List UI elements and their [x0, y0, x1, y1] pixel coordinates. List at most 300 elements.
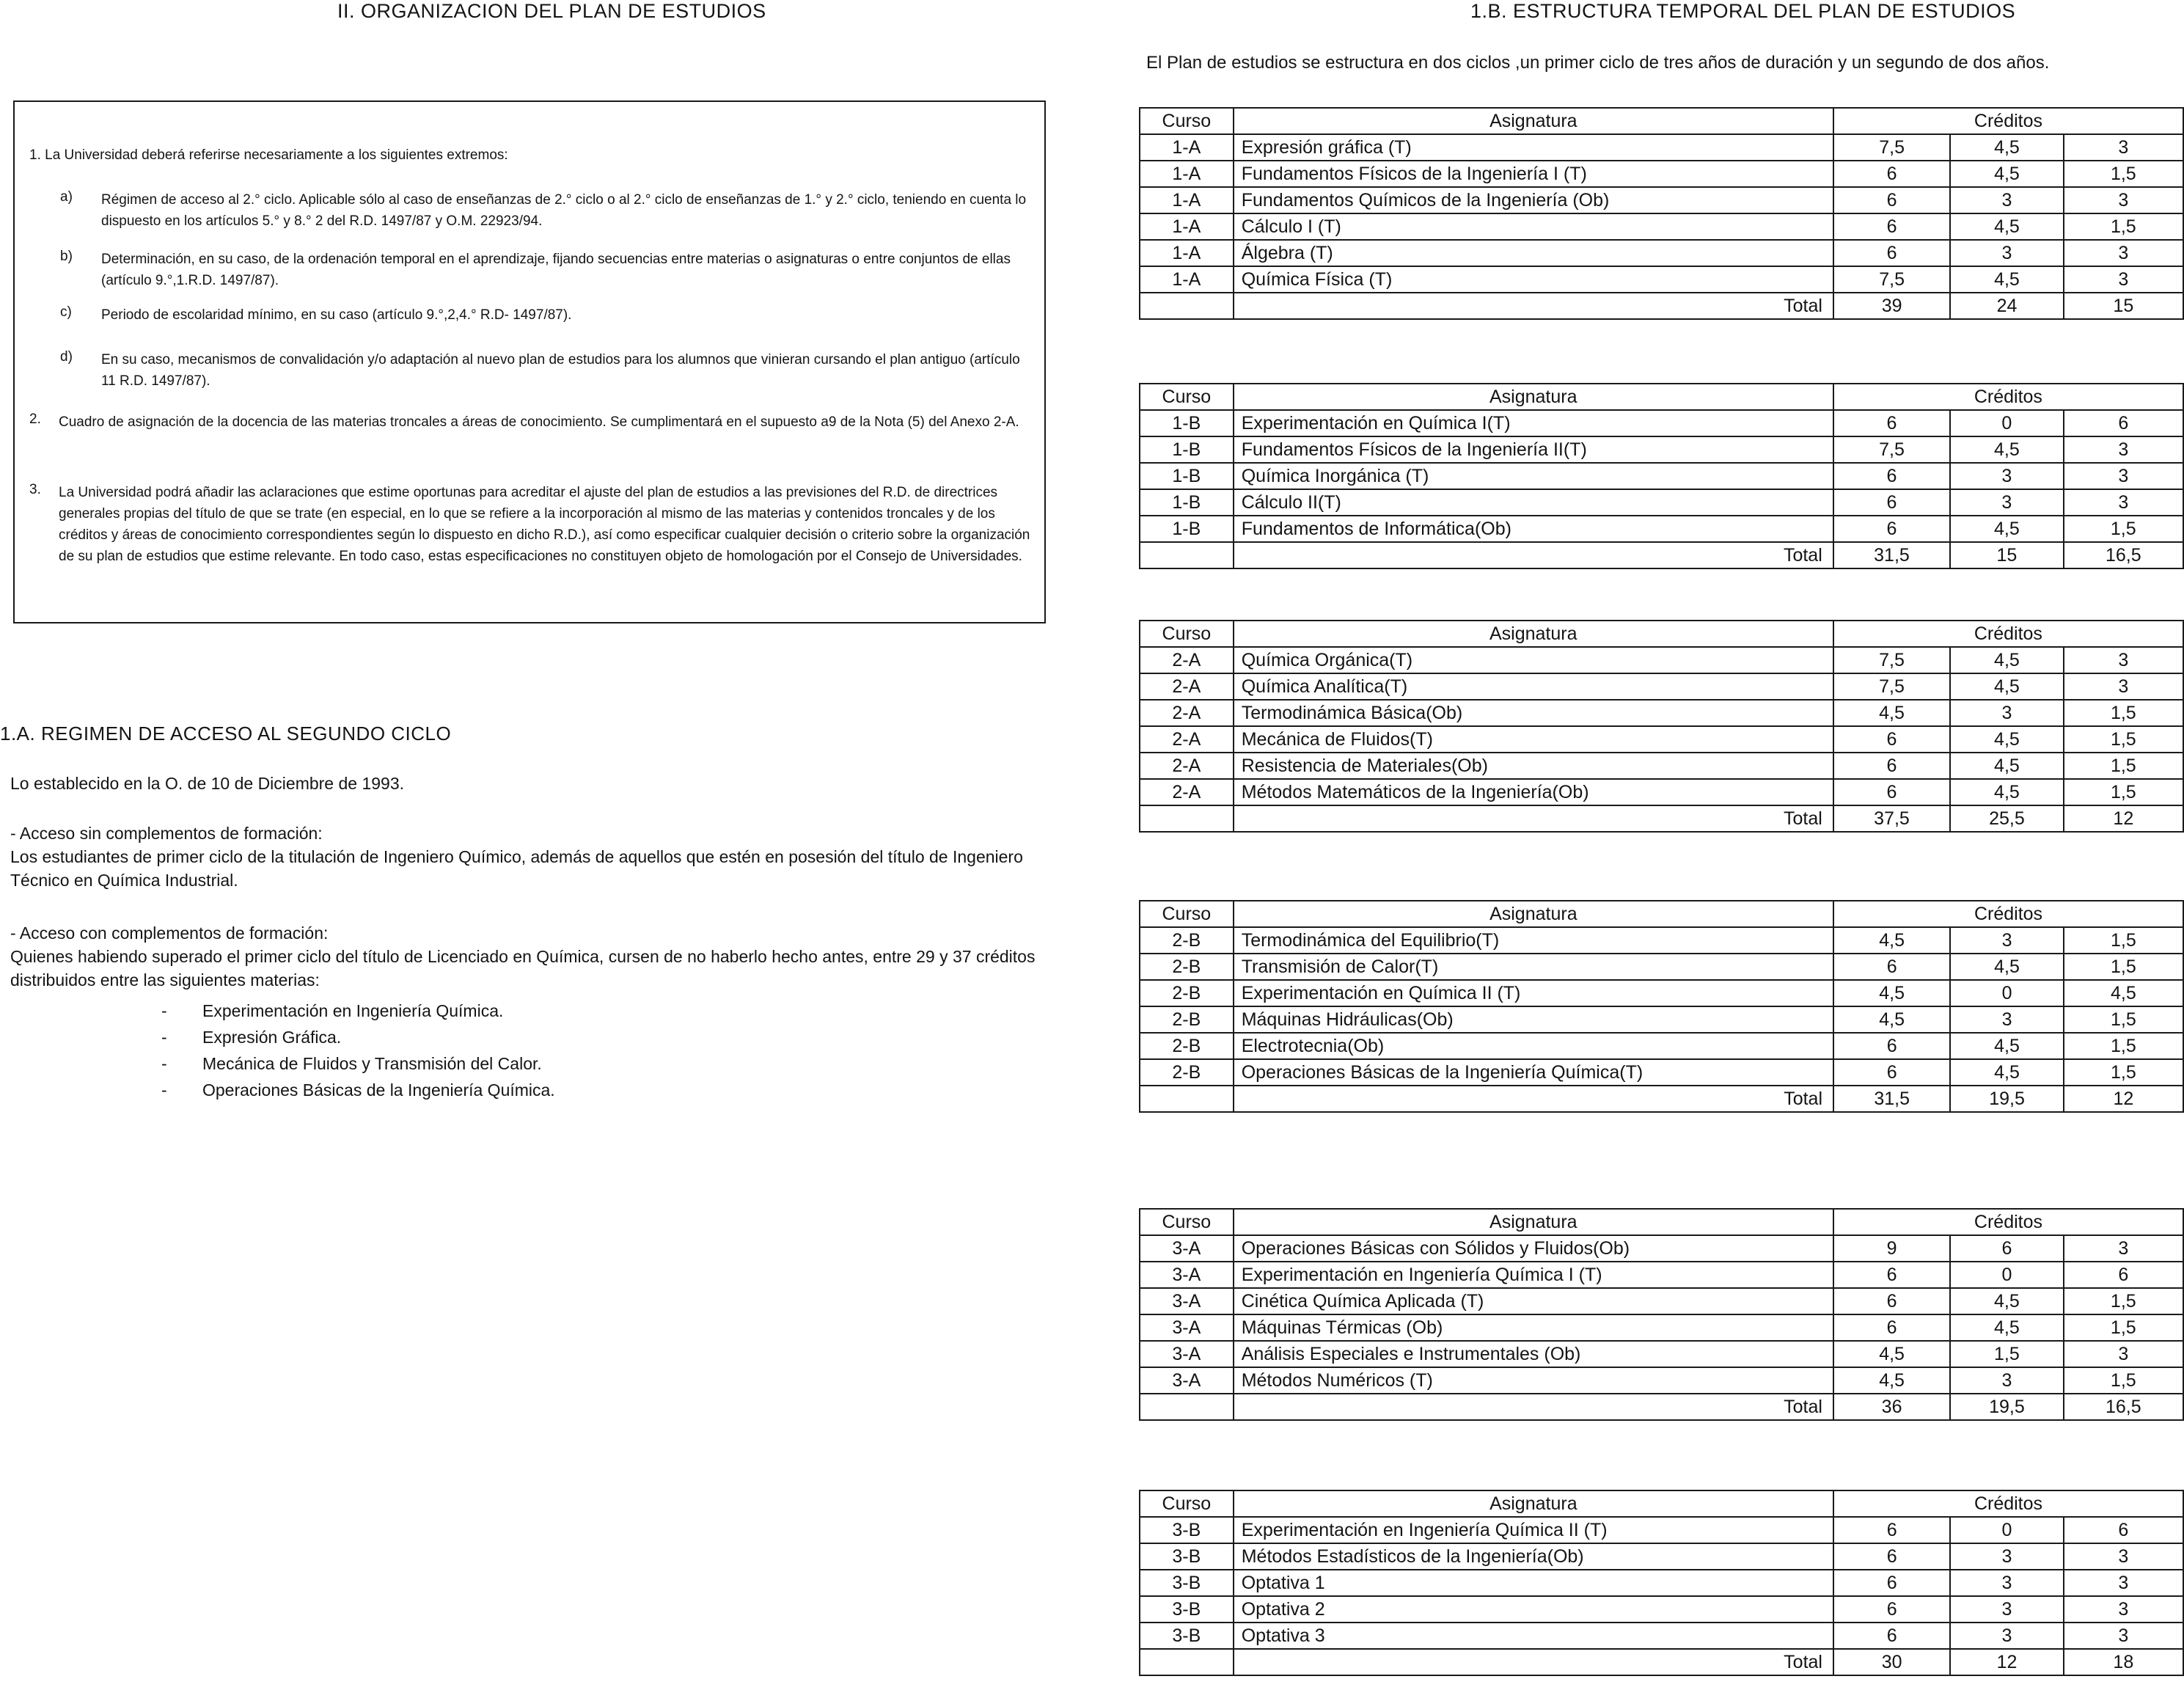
cell-creditos-practicos: 3 [2064, 1235, 2183, 1262]
table-row [1140, 161, 2183, 187]
table-row [1140, 1288, 2183, 1314]
instruction-a-label: a) [60, 189, 73, 205]
cell-curso: 1-B [1140, 489, 1234, 516]
cell-asignatura: Fundamentos Físicos de la Ingeniería II(T) [1234, 436, 1833, 463]
cell-creditos-practicos: 1,5 [2064, 1059, 2183, 1086]
table-row [1140, 726, 2183, 753]
cell-asignatura: Álgebra (T) [1234, 240, 1833, 266]
instruction-b: Determinación, en su caso, de la ordenación temporal en el aprendizaje, fijando secuencias entre materias o asignaturas o entre conjuntos de ellas (artículo 9.°,1.R.D. 1497/87). [101, 252, 1011, 288]
cell-asignatura: Métodos Estadísticos de la Ingeniería(Ob) [1234, 1543, 1833, 1570]
cell-creditos-total: 4,5 [1833, 700, 1950, 726]
cell-asignatura: Expresión gráfica (T) [1234, 134, 1833, 161]
cell-creditos-practicos: 1,5 [2064, 700, 2183, 726]
cell-creditos-total: 9 [1833, 1235, 1950, 1262]
total-label: Total [1234, 1649, 1833, 1675]
table-row [1140, 700, 2183, 726]
instruction-c: Periodo de escolaridad mínimo, en su caso (artículo 9.°,2,4.° R.D- 1497/87). [101, 307, 572, 323]
cell-creditos-teoricos: 4,5 [1950, 779, 2063, 805]
header-creditos: Créditos [1833, 108, 2183, 134]
table-total-row [1140, 1394, 2183, 1420]
table-row [1140, 954, 2183, 980]
table-row [1140, 1596, 2183, 1623]
table-total-row [1140, 293, 2183, 319]
header-curso: Curso [1140, 901, 1234, 927]
cell-creditos-teoricos: 3 [1950, 187, 2063, 213]
cell-creditos-total: 6 [1833, 187, 1950, 213]
cell-creditos-practicos: 6 [2064, 410, 2183, 436]
table-header-row [1140, 901, 2183, 927]
table-row [1140, 463, 2183, 489]
table-row [1140, 980, 2183, 1006]
cell-creditos-teoricos: 4,5 [1950, 266, 2063, 293]
cell-asignatura: Operaciones Básicas de la Ingeniería Química(T) [1234, 1059, 1833, 1086]
cell-creditos-total: 4,5 [1833, 1341, 1950, 1367]
cell-asignatura: Optativa 2 [1234, 1596, 1833, 1623]
cell-creditos-total: 6 [1833, 213, 1950, 240]
cell-creditos-practicos: 3 [2064, 134, 2183, 161]
course-table-3-b [1139, 1490, 2184, 1676]
cell-creditos-teoricos: 4,5 [1950, 161, 2063, 187]
cell-asignatura: Cálculo II(T) [1234, 489, 1833, 516]
header-curso: Curso [1140, 384, 1234, 410]
cell-creditos-teoricos: 4,5 [1950, 753, 2063, 779]
total-creditos: 31,5 [1833, 1086, 1950, 1112]
table-row [1140, 753, 2183, 779]
header-creditos: Créditos [1833, 384, 2183, 410]
cell-asignatura: Optativa 3 [1234, 1623, 1833, 1649]
cell-curso: 1-A [1140, 266, 1234, 293]
table-row [1140, 187, 2183, 213]
cell-creditos-total: 6 [1833, 463, 1950, 489]
cell-creditos-practicos: 6 [2064, 1262, 2183, 1288]
cell-curso: 3-A [1140, 1314, 1234, 1341]
cell-creditos-practicos: 3 [2064, 1341, 2183, 1367]
cell-creditos-practicos: 4,5 [2064, 980, 2183, 1006]
cell-creditos-teoricos: 3 [1950, 240, 2063, 266]
cell-creditos-teoricos: 4,5 [1950, 134, 2063, 161]
cell-asignatura: Optativa 1 [1234, 1570, 1833, 1596]
table-row [1140, 1314, 2183, 1341]
cell-creditos-teoricos: 4,5 [1950, 516, 2063, 542]
cell-creditos-total: 4,5 [1833, 927, 1950, 954]
cell-curso: 2-A [1140, 726, 1234, 753]
header-asignatura: Asignatura [1234, 1209, 1833, 1235]
table-total-row [1140, 1649, 2183, 1675]
cell-creditos-practicos: 1,5 [2064, 516, 2183, 542]
total-practicos: 16,5 [2064, 542, 2183, 568]
total-practicos: 16,5 [2064, 1394, 2183, 1420]
course-table-1-b [1139, 383, 2184, 569]
cell-curso: 1-A [1140, 213, 1234, 240]
table-row [1140, 240, 2183, 266]
cell-curso: 2-A [1140, 673, 1234, 700]
cell-creditos-teoricos: 3 [1950, 1596, 2063, 1623]
access-without-heading: - Acceso sin complementos de formación: [10, 824, 323, 843]
cell-asignatura: Experimentación en Química I(T) [1234, 410, 1833, 436]
header-asignatura: Asignatura [1234, 1490, 1833, 1517]
cell-creditos-total: 6 [1833, 1033, 1950, 1059]
cell-creditos-total: 7,5 [1833, 134, 1950, 161]
cell-creditos-total: 7,5 [1833, 647, 1950, 673]
cell-creditos-practicos: 1,5 [2064, 726, 2183, 753]
cell-creditos-teoricos: 3 [1950, 700, 2063, 726]
cell-curso: 2-A [1140, 753, 1234, 779]
cell-curso: 1-B [1140, 410, 1234, 436]
course-table-3-a [1139, 1208, 2184, 1421]
table-row [1140, 1059, 2183, 1086]
header-creditos: Créditos [1833, 621, 2183, 647]
cell-creditos-practicos: 1,5 [2064, 1288, 2183, 1314]
cell-creditos-total: 6 [1833, 489, 1950, 516]
cell-asignatura: Máquinas Hidráulicas(Ob) [1234, 1006, 1833, 1033]
cell-creditos-teoricos: 6 [1950, 1235, 2063, 1262]
cell-asignatura: Máquinas Térmicas (Ob) [1234, 1314, 1833, 1341]
cell-asignatura: Química Analítica(T) [1234, 673, 1833, 700]
total-creditos: 36 [1833, 1394, 1950, 1420]
cell-creditos-practicos: 1,5 [2064, 1367, 2183, 1394]
cell-creditos-teoricos: 3 [1950, 463, 2063, 489]
cell-empty [1140, 1649, 1234, 1675]
table-header-row [1140, 108, 2183, 134]
total-label: Total [1234, 542, 1833, 568]
cell-curso: 2-B [1140, 1006, 1234, 1033]
cell-creditos-practicos: 1,5 [2064, 927, 2183, 954]
header-curso: Curso [1140, 621, 1234, 647]
total-teoricos: 24 [1950, 293, 2063, 319]
table-row [1140, 779, 2183, 805]
cell-creditos-practicos: 3 [2064, 187, 2183, 213]
cell-curso: 2-A [1140, 700, 1234, 726]
cell-creditos-practicos: 1,5 [2064, 954, 2183, 980]
table-total-row [1140, 805, 2183, 832]
cell-asignatura: Química Orgánica(T) [1234, 647, 1833, 673]
cell-curso: 3-B [1140, 1596, 1234, 1623]
cell-asignatura: Fundamentos Físicos de la Ingeniería I (T) [1234, 161, 1833, 187]
cell-creditos-teoricos: 3 [1950, 1006, 2063, 1033]
total-practicos: 15 [2064, 293, 2183, 319]
cell-curso: 1-A [1140, 134, 1234, 161]
cell-asignatura: Fundamentos Químicos de la Ingeniería (Ob) [1234, 187, 1833, 213]
table-row [1140, 1006, 2183, 1033]
total-practicos: 18 [2064, 1649, 2183, 1675]
cell-creditos-total: 6 [1833, 240, 1950, 266]
cell-creditos-teoricos: 3 [1950, 1570, 2063, 1596]
cell-creditos-total: 7,5 [1833, 266, 1950, 293]
cell-empty [1140, 1086, 1234, 1112]
list-item: - Operaciones Básicas de la Ingeniería Química. [161, 1080, 555, 1100]
cell-creditos-total: 6 [1833, 1288, 1950, 1314]
cell-curso: 2-B [1140, 1033, 1234, 1059]
header-creditos: Créditos [1833, 1209, 2183, 1235]
table-row [1140, 1543, 2183, 1570]
cell-creditos-total: 7,5 [1833, 673, 1950, 700]
access-with-line-2: distribuidos entre las siguientes materias: [10, 970, 320, 990]
cell-creditos-total: 6 [1833, 161, 1950, 187]
instruction-2-label: 2. [29, 411, 41, 427]
cell-creditos-teoricos: 4,5 [1950, 213, 2063, 240]
header-curso: Curso [1140, 1209, 1234, 1235]
cell-creditos-teoricos: 3 [1950, 489, 2063, 516]
cell-empty [1140, 293, 1234, 319]
cell-creditos-total: 6 [1833, 753, 1950, 779]
cell-curso: 3-A [1140, 1235, 1234, 1262]
table-row [1140, 213, 2183, 240]
cell-creditos-teoricos: 4,5 [1950, 954, 2063, 980]
cell-asignatura: Experimentación en Ingeniería Química I (T) [1234, 1262, 1833, 1288]
cell-creditos-total: 6 [1833, 1314, 1950, 1341]
instruction-3: La Universidad podrá añadir las aclaraciones que estime oportunas para acreditar el ajuste del plan de estudios a las previsiones del R.D. de directrices generales propias del título de que se trate (en especial, en lo que se refiere a la incorporación al mismo de las materias y contenidos troncales y de los créditos y áreas de conocimiento correspondientes según lo dispuesto en dicho R.D.), así como especificar cualquier decisión o criterio sobre la organización de su plan de estudios que estime relevante. En todo caso, estas especificaciones no constituyen objeto de homologación por el Consejo de Universidades. [59, 485, 1030, 564]
access-without-line-2: Técnico en Química Industrial. [10, 871, 238, 890]
cell-curso: 3-A [1140, 1341, 1234, 1367]
header-creditos: Créditos [1833, 901, 2183, 927]
cell-creditos-total: 6 [1833, 1623, 1950, 1649]
course-table-2-b [1139, 900, 2184, 1113]
instruction-1: 1. La Universidad deberá referirse necesariamente a los siguientes extremos: [29, 147, 508, 163]
cell-creditos-practicos: 1,5 [2064, 779, 2183, 805]
total-label: Total [1234, 1394, 1833, 1420]
cell-curso: 3-B [1140, 1570, 1234, 1596]
cell-asignatura: Experimentación en Química II (T) [1234, 980, 1833, 1006]
cell-asignatura: Química Inorgánica (T) [1234, 463, 1833, 489]
cell-asignatura: Análisis Especiales e Instrumentales (Ob) [1234, 1341, 1833, 1367]
table-row [1140, 1235, 2183, 1262]
access-without-line-1: Los estudiantes de primer ciclo de la titulación de Ingeniero Químico, además de aquellos que estén en posesión del título de Ingeniero [10, 847, 1023, 866]
cell-asignatura: Termodinámica del Equilibrio(T) [1234, 927, 1833, 954]
cell-asignatura: Resistencia de Materiales(Ob) [1234, 753, 1833, 779]
table-row [1140, 927, 2183, 954]
cell-curso: 1-A [1140, 240, 1234, 266]
cell-creditos-teoricos: 4,5 [1950, 1059, 2063, 1086]
total-teoricos: 15 [1950, 542, 2063, 568]
table-row [1140, 1570, 2183, 1596]
table-row [1140, 436, 2183, 463]
header-asignatura: Asignatura [1234, 621, 1833, 647]
cell-creditos-teoricos: 0 [1950, 1517, 2063, 1543]
cell-creditos-teoricos: 3 [1950, 1367, 2063, 1394]
cell-creditos-practicos: 1,5 [2064, 1314, 2183, 1341]
table-header-row [1140, 621, 2183, 647]
instruction-3-label: 3. [29, 482, 41, 497]
cell-creditos-total: 6 [1833, 1059, 1950, 1086]
course-table-2-a [1139, 620, 2184, 833]
total-label: Total [1234, 1086, 1833, 1112]
cell-curso: 2-B [1140, 954, 1234, 980]
cell-creditos-total: 6 [1833, 954, 1950, 980]
cell-asignatura: Métodos Numéricos (T) [1234, 1367, 1833, 1394]
cell-creditos-total: 6 [1833, 726, 1950, 753]
total-teoricos: 19,5 [1950, 1086, 2063, 1112]
list-item: - Experimentación en Ingeniería Química. [161, 1001, 504, 1020]
instruction-d: En su caso, mecanismos de convalidación y/o adaptación al nuevo plan de estudios para los alumnos que vinieran cursando el plan antiguo (artículo 11 R.D. 1497/87). [101, 352, 1020, 389]
established-text: Lo establecido en la O. de 10 de Diciembre de 1993. [10, 774, 405, 793]
page-title-organizacion: II. ORGANIZACION DEL PLAN DE ESTUDIOS [337, 0, 766, 22]
header-curso: Curso [1140, 1490, 1234, 1517]
instruction-d-label: d) [60, 349, 73, 365]
table-row [1140, 1517, 2183, 1543]
total-creditos: 31,5 [1833, 542, 1950, 568]
cell-empty [1140, 805, 1234, 832]
cell-asignatura: Experimentación en Ingeniería Química II (T) [1234, 1517, 1833, 1543]
section-title-regimen: 1.A. REGIMEN DE ACCESO AL SEGUNDO CICLO [0, 723, 452, 745]
cell-creditos-total: 4,5 [1833, 980, 1950, 1006]
cell-creditos-practicos: 3 [2064, 463, 2183, 489]
cell-creditos-practicos: 3 [2064, 1623, 2183, 1649]
cell-creditos-practicos: 6 [2064, 1517, 2183, 1543]
cell-creditos-teoricos: 0 [1950, 1262, 2063, 1288]
total-teoricos: 19,5 [1950, 1394, 2063, 1420]
instruction-a: Régimen de acceso al 2.° ciclo. Aplicable sólo al caso de enseñanzas de 2.° ciclo o al 2.° ciclo de enseñanzas de 1.° y 2.° ciclo, teniendo en cuenta lo dispuesto en los artículos 5.° y 8.° 2 del R.D. 1497/87 y O.M. 22923/94. [101, 192, 1027, 229]
complement-subjects-list [161, 998, 555, 1103]
table-header-row [1140, 1490, 2183, 1517]
cell-creditos-practicos: 3 [2064, 647, 2183, 673]
cell-creditos-teoricos: 4,5 [1950, 436, 2063, 463]
cell-creditos-total: 4,5 [1833, 1006, 1950, 1033]
cell-empty [1140, 1394, 1234, 1420]
table-row [1140, 410, 2183, 436]
total-label: Total [1234, 805, 1833, 832]
access-with-line-1: Quienes habiendo superado el primer ciclo del título de Licenciado en Química, cursen de no haberlo hecho antes, entre 29 y 37 créditos [10, 947, 1036, 966]
instruction-2: Cuadro de asignación de la docencia de las materias troncales a áreas de conocimiento. Se cumplimentará en el supuesto a9 de la Nota (5) del Anexo 2-A. [59, 414, 1019, 430]
cell-creditos-total: 7,5 [1833, 436, 1950, 463]
cell-creditos-teoricos: 1,5 [1950, 1341, 2063, 1367]
plan-intro-text: El Plan de estudios se estructura en dos ciclos ,un primer ciclo de tres años de duración y un segundo de dos años. [1146, 53, 2050, 73]
cell-creditos-practicos: 1,5 [2064, 1033, 2183, 1059]
cell-empty [1140, 542, 1234, 568]
cell-creditos-teoricos: 4,5 [1950, 1288, 2063, 1314]
cell-curso: 3-B [1140, 1517, 1234, 1543]
cell-creditos-total: 6 [1833, 1262, 1950, 1288]
list-item: - Expresión Gráfica. [161, 1028, 342, 1047]
cell-creditos-total: 6 [1833, 1543, 1950, 1570]
table-row [1140, 1367, 2183, 1394]
cell-asignatura: Cálculo I (T) [1234, 213, 1833, 240]
cell-creditos-total: 6 [1833, 410, 1950, 436]
cell-creditos-practicos: 3 [2064, 266, 2183, 293]
cell-creditos-teoricos: 4,5 [1950, 726, 2063, 753]
page-title-estructura: 1.B. ESTRUCTURA TEMPORAL DEL PLAN DE ESTUDIOS [1470, 0, 2016, 22]
instructions-box [13, 100, 1046, 623]
cell-curso: 3-A [1140, 1288, 1234, 1314]
cell-curso: 1-B [1140, 516, 1234, 542]
table-row [1140, 1623, 2183, 1649]
header-creditos: Créditos [1833, 1490, 2183, 1517]
table-header-row [1140, 384, 2183, 410]
cell-creditos-teoricos: 3 [1950, 927, 2063, 954]
cell-creditos-practicos: 1,5 [2064, 753, 2183, 779]
cell-asignatura: Termodinámica Básica(Ob) [1234, 700, 1833, 726]
total-practicos: 12 [2064, 805, 2183, 832]
list-item: - Mecánica de Fluidos y Transmisión del Calor. [161, 1054, 542, 1073]
cell-creditos-practicos: 3 [2064, 489, 2183, 516]
cell-creditos-teoricos: 3 [1950, 1623, 2063, 1649]
cell-asignatura: Electrotecnia(Ob) [1234, 1033, 1833, 1059]
total-creditos: 39 [1833, 293, 1950, 319]
cell-curso: 3-A [1140, 1262, 1234, 1288]
course-table-1-a [1139, 107, 2184, 320]
table-row [1140, 647, 2183, 673]
cell-creditos-practicos: 3 [2064, 1570, 2183, 1596]
header-asignatura: Asignatura [1234, 384, 1833, 410]
cell-asignatura: Operaciones Básicas con Sólidos y Fluidos(Ob) [1234, 1235, 1833, 1262]
cell-curso: 2-B [1140, 1059, 1234, 1086]
total-creditos: 30 [1833, 1649, 1950, 1675]
cell-curso: 1-B [1140, 436, 1234, 463]
cell-curso: 2-B [1140, 927, 1234, 954]
cell-creditos-total: 6 [1833, 779, 1950, 805]
cell-curso: 3-B [1140, 1543, 1234, 1570]
cell-curso: 3-A [1140, 1367, 1234, 1394]
table-header-row [1140, 1209, 2183, 1235]
cell-curso: 1-A [1140, 161, 1234, 187]
cell-creditos-total: 6 [1833, 516, 1950, 542]
cell-asignatura: Fundamentos de Informática(Ob) [1234, 516, 1833, 542]
total-teoricos: 25,5 [1950, 805, 2063, 832]
cell-creditos-teoricos: 3 [1950, 1543, 2063, 1570]
access-with-heading: - Acceso con complementos de formación: [10, 923, 329, 943]
total-creditos: 37,5 [1833, 805, 1950, 832]
instruction-c-label: c) [60, 304, 72, 320]
cell-creditos-practicos: 3 [2064, 1543, 2183, 1570]
header-asignatura: Asignatura [1234, 901, 1833, 927]
cell-asignatura: Métodos Matemáticos de la Ingeniería(Ob) [1234, 779, 1833, 805]
cell-creditos-teoricos: 4,5 [1950, 673, 2063, 700]
cell-creditos-practicos: 1,5 [2064, 161, 2183, 187]
cell-creditos-teoricos: 0 [1950, 980, 2063, 1006]
total-label: Total [1234, 293, 1833, 319]
cell-curso: 1-B [1140, 463, 1234, 489]
table-row [1140, 673, 2183, 700]
cell-creditos-total: 6 [1833, 1570, 1950, 1596]
cell-creditos-teoricos: 4,5 [1950, 1314, 2063, 1341]
cell-creditos-practicos: 1,5 [2064, 1006, 2183, 1033]
cell-creditos-total: 6 [1833, 1596, 1950, 1623]
table-row [1140, 489, 2183, 516]
table-total-row [1140, 542, 2183, 568]
table-row [1140, 516, 2183, 542]
total-practicos: 12 [2064, 1086, 2183, 1112]
instruction-b-label: b) [60, 249, 73, 264]
cell-creditos-total: 6 [1833, 1517, 1950, 1543]
header-asignatura: Asignatura [1234, 108, 1833, 134]
cell-creditos-total: 4,5 [1833, 1367, 1950, 1394]
table-row [1140, 266, 2183, 293]
total-teoricos: 12 [1950, 1649, 2063, 1675]
cell-asignatura: Transmisión de Calor(T) [1234, 954, 1833, 980]
header-curso: Curso [1140, 108, 1234, 134]
cell-asignatura: Cinética Química Aplicada (T) [1234, 1288, 1833, 1314]
cell-curso: 1-A [1140, 187, 1234, 213]
table-row [1140, 134, 2183, 161]
cell-creditos-teoricos: 4,5 [1950, 647, 2063, 673]
cell-creditos-practicos: 3 [2064, 436, 2183, 463]
cell-creditos-practicos: 1,5 [2064, 213, 2183, 240]
cell-creditos-practicos: 3 [2064, 240, 2183, 266]
table-total-row [1140, 1086, 2183, 1112]
cell-curso: 2-B [1140, 980, 1234, 1006]
cell-curso: 3-B [1140, 1623, 1234, 1649]
cell-creditos-practicos: 3 [2064, 1596, 2183, 1623]
table-row [1140, 1341, 2183, 1367]
cell-creditos-practicos: 3 [2064, 673, 2183, 700]
table-row [1140, 1033, 2183, 1059]
cell-asignatura: Química Física (T) [1234, 266, 1833, 293]
cell-creditos-teoricos: 0 [1950, 410, 2063, 436]
cell-creditos-teoricos: 4,5 [1950, 1033, 2063, 1059]
table-row [1140, 1262, 2183, 1288]
cell-asignatura: Mecánica de Fluidos(T) [1234, 726, 1833, 753]
cell-curso: 2-A [1140, 647, 1234, 673]
cell-curso: 2-A [1140, 779, 1234, 805]
